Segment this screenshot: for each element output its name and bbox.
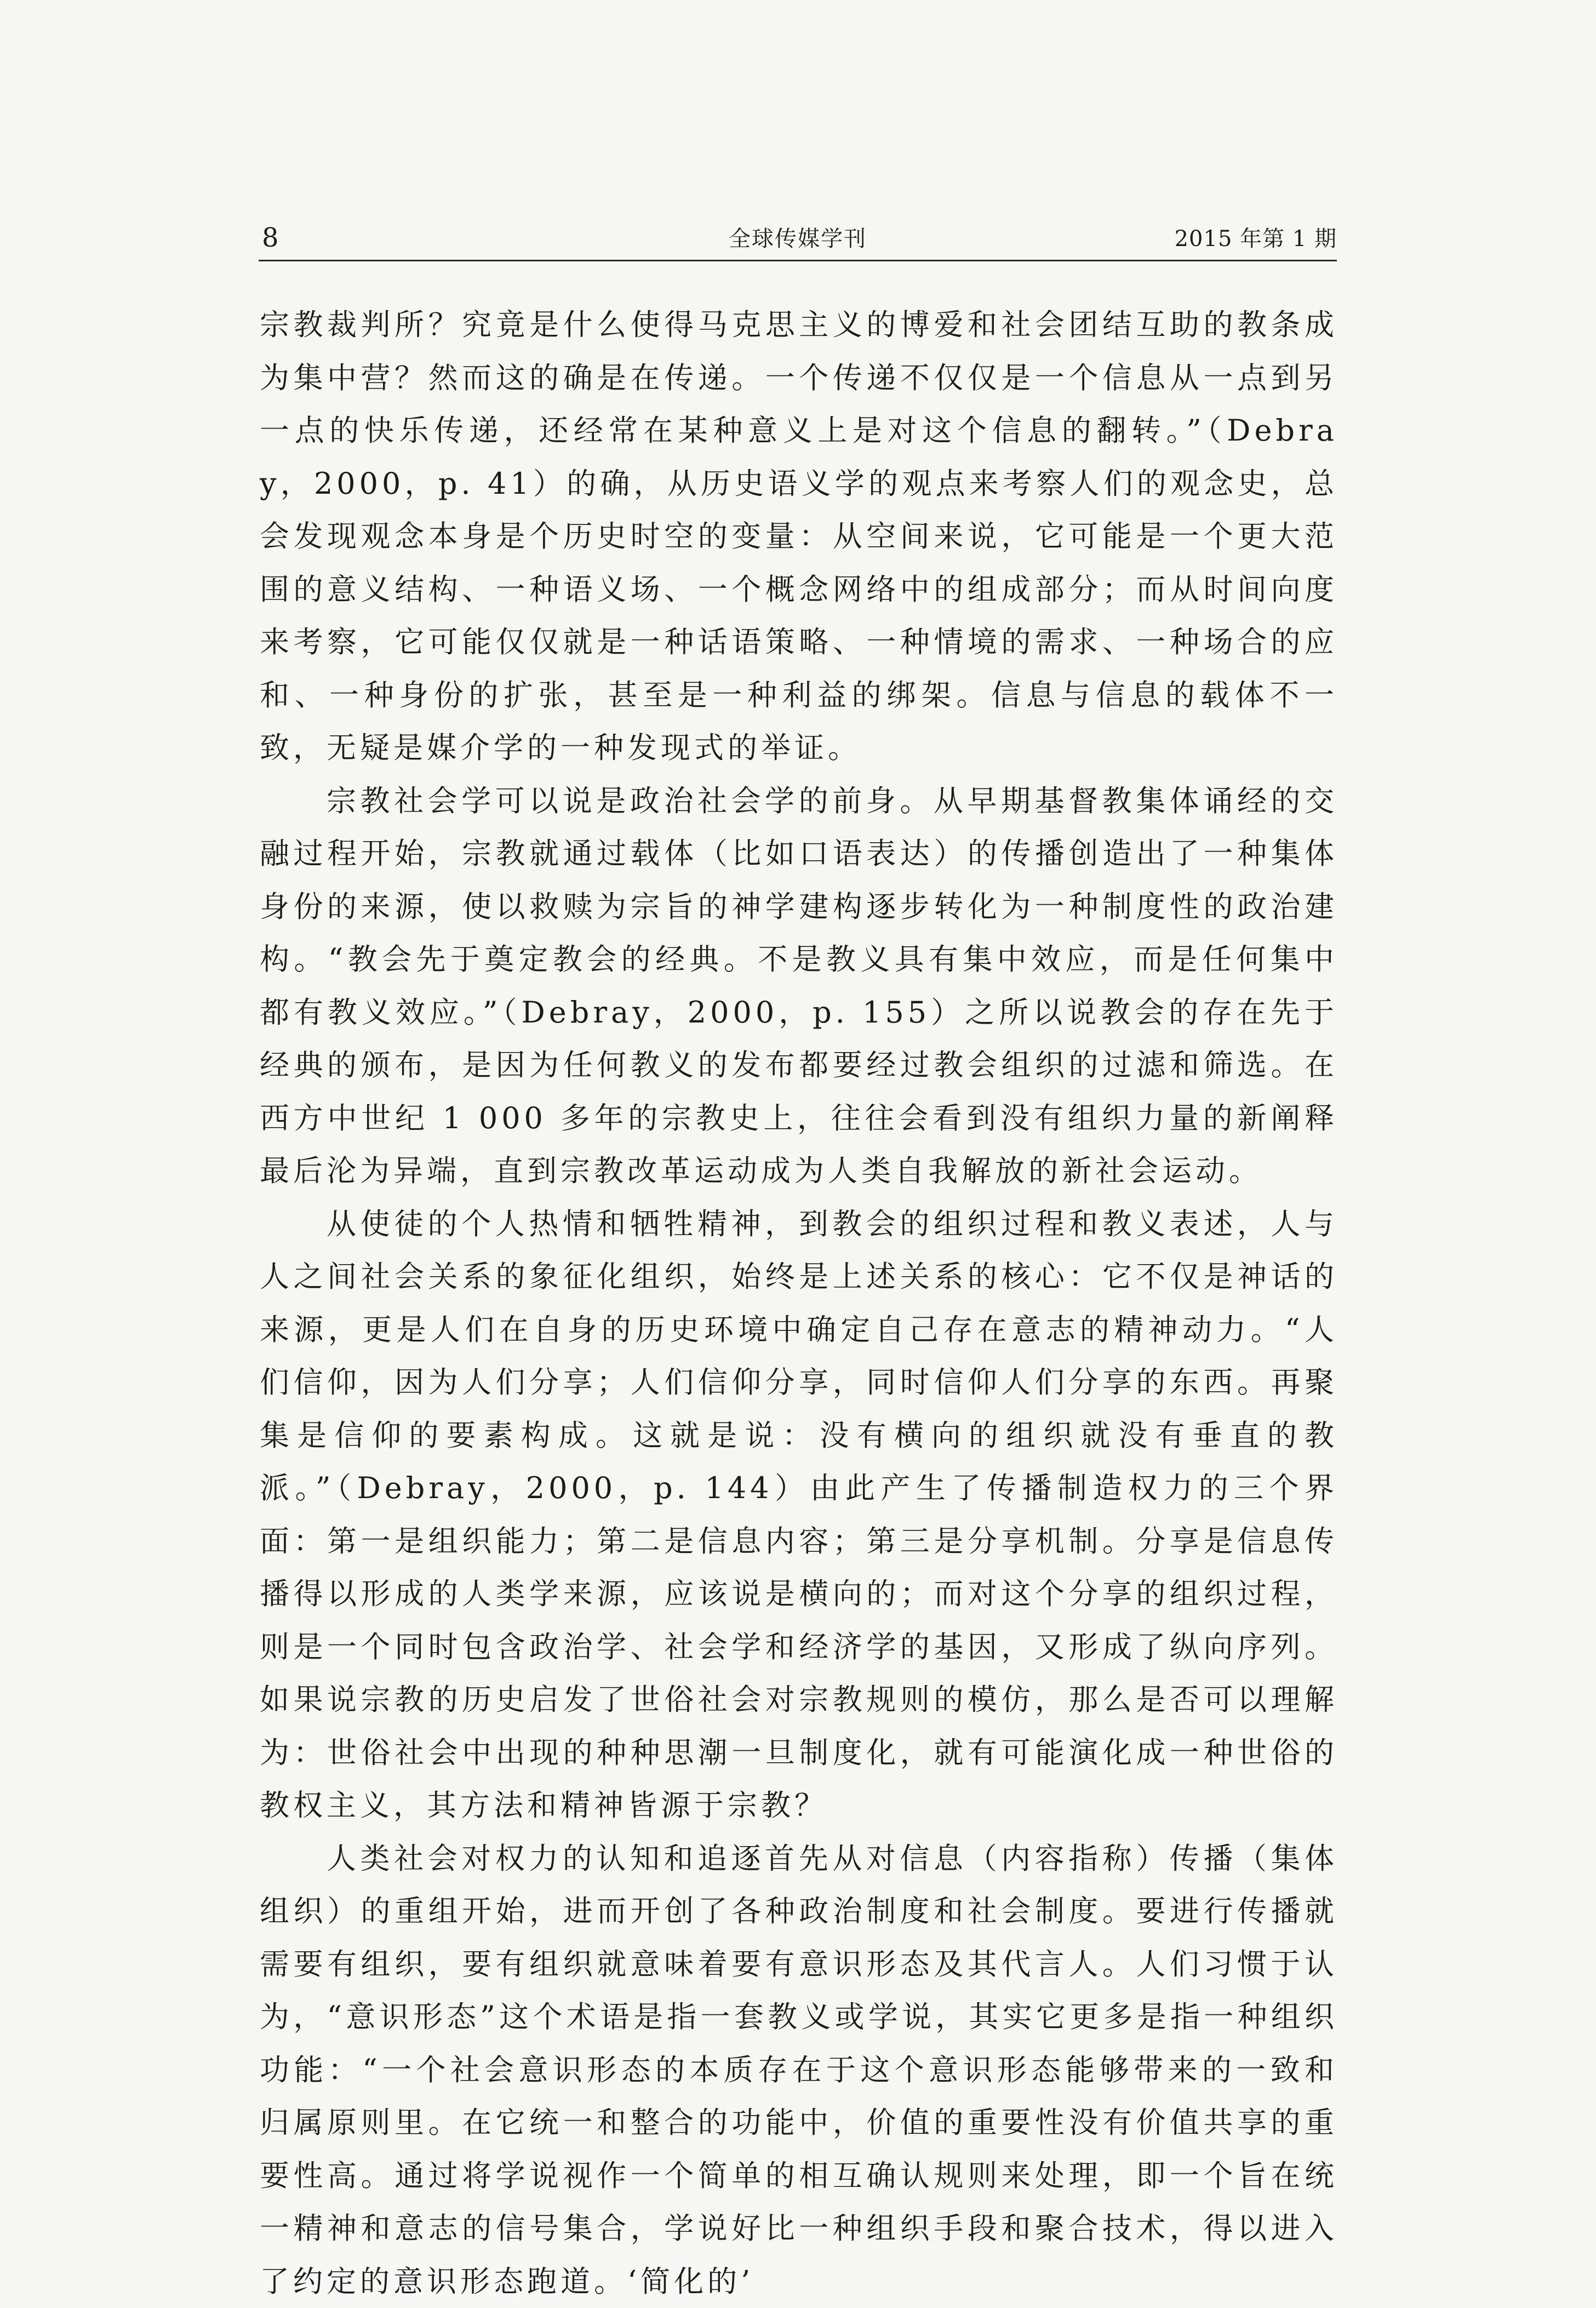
running-header: [259, 221, 1337, 261]
article-body: [260, 299, 1338, 2308]
journal-title: 全球传媒学刊: [259, 222, 1337, 255]
page-number: 8: [262, 221, 279, 254]
paragraph: 宗教社会学可以说是政治社会学的前身。从早期基督教集体诵经的交融过程开始，宗教就通过载体（比如口语表达）的传播创造出了一种集体身份的来源，使以救赎为宗旨的神学建构逐步转化为一种制度性的政治建构。“教会先于奠定教会的经典。不是教义具有集中效应，而是任何集中都有教义效应。”（Debray，2000，p. 155）之所以说教会的存在先于经典的颁布，是因为任何教义的发布都要经过教会组织的过滤和筛选。在西方中世纪 1 000 多年的宗教史上，往往会看到没有组织力量的新阐释最后沦为异端，直到宗教改革运动成为人类自我解放的新社会运动。: [260, 775, 1338, 1198]
issue-label: 2015 年第 1 期: [1175, 222, 1337, 255]
paragraph: 人类社会对权力的认知和追逐首先从对信息（内容指称）传播（集体组织）的重组开始，进而开创了各种政治制度和社会制度。要进行传播就需要有组织，要有组织就意味着要有意识形态及其代言人。人们习惯于认为，“意识形态”这个术语是指一套教义或学说，其实它更多是指一种组织功能：“一个社会意识形态的本质存在于这个意识形态能够带来的一致和归属原则里。在它统一和整合的功能中，价值的重要性没有价值共享的重要性高。通过将学说视作一个简单的相互确认规则来处理，即一个旨在统一精神和意志的信号集合，学说好比一种组织手段和聚合技术，得以进入了约定的意识形态跑道。‘简化的’: [260, 1832, 1338, 2308]
paragraph: 宗教裁判所？究竟是什么使得马克思主义的博爱和社会团结互助的教条成为集中营？然而这的确是在传递。一个传递不仅仅是一个信息从一点到另一点的快乐传递，还经常在某种意义上是对这个信息的翻转。”（Debray，2000，p. 41）的确，从历史语义学的观点来考察人们的观念史，总会发现观念本身是个历史时空的变量：从空间来说，它可能是一个更大范围的意义结构、一种语义场、一个概念网络中的组成部分；而从时间向度来考察，它可能仅仅就是一种话语策略、一种情境的需求、一种场合的应和、一种身份的扩张，甚至是一种利益的绑架。信息与信息的载体不一致，无疑是媒介学的一种发现式的举证。: [260, 299, 1338, 775]
paragraph: 从使徒的个人热情和牺牲精神，到教会的组织过程和教义表述，人与人之间社会关系的象征化组织，始终是上述关系的核心：它不仅是神话的来源，更是人们在自身的历史环境中确定自己存在意志的精神动力。“人们信仰，因为人们分享；人们信仰分享，同时信仰人们分享的东西。再聚集是信仰的要素构成。这就是说：没有横向的组织就没有垂直的教派。”（Debray，2000，p. 144）由此产生了传播制造权力的三个界面：第一是组织能力；第二是信息内容；第三是分享机制。分享是信息传播得以形成的人类学来源，应该说是横向的；而对这个分享的组织过程，则是一个同时包含政治学、社会学和经济学的基因，又形成了纵向序列。如果说宗教的历史启发了世俗社会对宗教规则的模仿，那么是否可以理解为：世俗社会中出现的种种思潮一旦制度化，就有可能演化成一种世俗的教权主义，其方法和精神皆源于宗教？: [260, 1198, 1338, 1832]
